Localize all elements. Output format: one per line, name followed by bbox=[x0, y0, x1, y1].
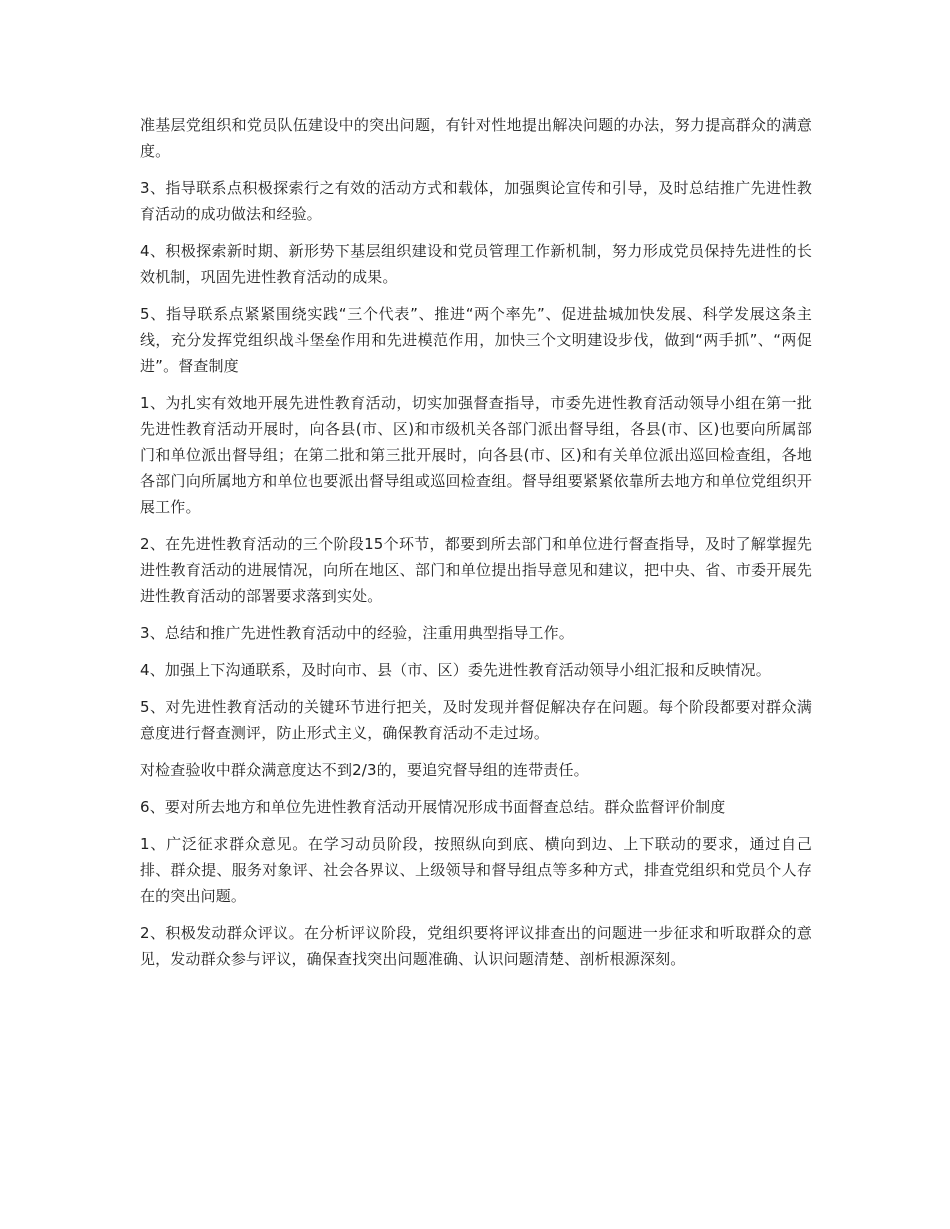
paragraph: 3、总结和推广先进性教育活动中的经验，注重用典型指导工作。 bbox=[140, 624, 574, 642]
document-body bbox=[140, 112, 812, 983]
paragraph: 2、在先进性教育活动的三个阶段15个环节，都要到所去部门和单位进行督查指导，及时了解掌握先进性教育活动的进展情况，向所在地区、部门和单位提出指导意见和建议，把中央、省、市委开展先进性教育活动的部署要求落到实处。 bbox=[140, 535, 812, 605]
paragraph: 6、要对所去地方和单位先进性教育活动开展情况形成书面督查总结。群众监督评价制度 bbox=[140, 798, 726, 816]
paragraph: 3、指导联系点积极探索行之有效的活动方式和载体，加强舆论宣传和引导，及时总结推广先进性教育活动的成功做法和经验。 bbox=[140, 179, 812, 223]
paragraph: 对检查验收中群众满意度达不到2/3的，要追究督导组的连带责任。 bbox=[140, 761, 589, 779]
paragraph: 5、指导联系点紧紧围绕实践“三个代表”、推进“两个率先”、促进盐城加快发展、科学发展这条主线，充分发挥党组织战斗堡垒作用和先进模范作用，加快三个文明建设步伐，做到“两手抓”、“两促进”。督查制度 bbox=[140, 305, 812, 375]
paragraph: 1、为扎实有效地开展先进性教育活动，切实加强督查指导，市委先进性教育活动领导小组在第一批先进性教育活动开展时，向各县(市、区)和市级机关各部门派出督导组，各县(市、区)也要向所属部门和单位派出督导组；在第二批和第三批开展时，向各县(市、区)和有关单位派出巡回检查组，各地各部门向所属地方和单位也要派出督导组或巡回检查组。督导组要紧紧依靠所去地方和单位党组织开展工作。 bbox=[140, 394, 812, 516]
paragraph: 2、积极发动群众评议。在分析评议阶段，党组织要将评议排查出的问题进一步征求和听取群众的意见，发动群众参与评议，确保查找突出问题准确、认识问题清楚、剖析根源深刻。 bbox=[140, 924, 812, 968]
paragraph: 准基层党组织和党员队伍建设中的突出问题，有针对性地提出解决问题的办法，努力提高群众的满意度。 bbox=[140, 116, 812, 160]
paragraph: 5、对先进性教育活动的关键环节进行把关，及时发现并督促解决存在问题。每个阶段都要对群众满意度进行督查测评，防止形式主义，确保教育活动不走过场。 bbox=[140, 698, 812, 742]
paragraph: 1、广泛征求群众意见。在学习动员阶段，按照纵向到底、横向到边、上下联动的要求，通过自己排、群众提、服务对象评、社会各界议、上级领导和督导组点等多种方式，排查党组织和党员个人存在的突出问题。 bbox=[140, 835, 812, 905]
paragraph: 4、加强上下沟通联系，及时向市、县（市、区）委先进性教育活动领导小组汇报和反映情况。 bbox=[140, 661, 771, 679]
paragraph: 4、积极探索新时期、新形势下基层组织建设和党员管理工作新机制，努力形成党员保持先进性的长效机制，巩固先进性教育活动的成果。 bbox=[140, 242, 812, 286]
